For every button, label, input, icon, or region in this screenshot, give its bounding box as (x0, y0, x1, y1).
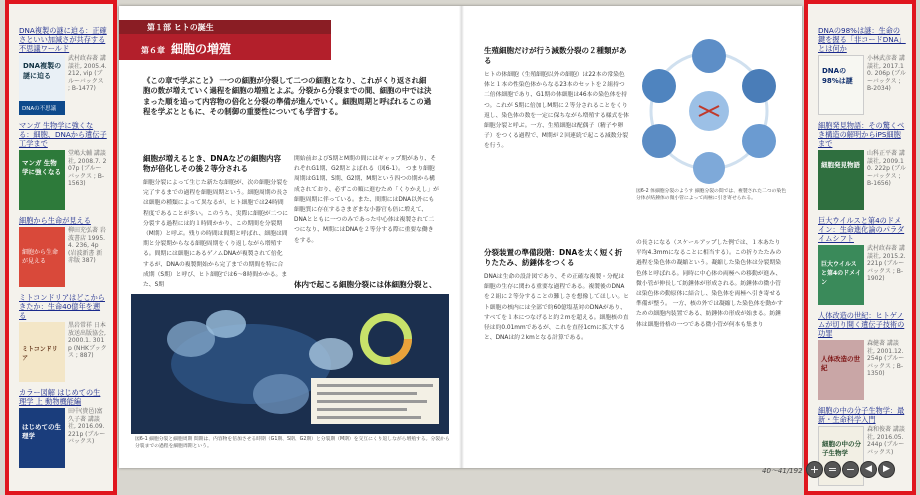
book-meta: 小林武彦著 講談社, 2017.10. 206p (ブルーバックス ; B-2034) (867, 55, 906, 93)
book-cover[interactable] (19, 408, 65, 468)
left-related-books-panel (5, 0, 117, 495)
body-text: ヒトの体細胞（生殖細胞以外の細胞）は22本の常染色体と１本の性染色体からなる23本のセットを２組持つ二倍体細胞であり、G1期の体細胞は46本の染色体を持つ。これが S期に倍加しM期に２等分されることをくり返し、染色体の数を一定に保ちながら増殖する様式を体細胞分裂と呼ぶ。一方、生殖細胞は配偶子（精子や卵子）をつくる過程で、M期が２回連続で起こる減数分裂を行う。 (484, 72, 629, 150)
page-gutter (459, 6, 464, 468)
arrow-left-icon: ◀ (865, 464, 872, 474)
right-related-books-panel (804, 0, 916, 495)
cover-title: 細胞発見物語 (821, 161, 860, 169)
chapter-label: 第６章 (141, 46, 165, 55)
section-heading: 生殖細胞だけが行う減数分裂の２種類がある (484, 46, 627, 65)
minus-icon: − (845, 463, 856, 476)
book-cover[interactable] (818, 245, 864, 305)
book-cover[interactable] (19, 227, 65, 287)
book-title-link[interactable]: ミトコンドリアはどこからきたか：生命40億年を遡る (19, 293, 105, 320)
cover-title: 細胞の中の分子生物学 (822, 440, 861, 457)
book-title-link[interactable]: マンガ 生物学に強くなる：細胞、DNAから遺伝子工学まで (19, 121, 107, 148)
chapter-intro: 《この章で学ぶこと》 一つの細胞が分裂して二つの細胞となり、これがくり返され細胞の数が増えていく過程を細胞の増殖とよぶ。分裂から分裂までの間、細胞の中では決まった順を追って内容物の倍化と分裂の準備が進んでいく。細胞周期と呼ばれるこの過程を学ぶとともに、その制御の重要性についても学習する。 (143, 76, 432, 117)
book-cover[interactable] (19, 322, 65, 382)
cover-title: 細胞から生命が見える (22, 249, 59, 265)
right-page-column-2 (636, 238, 786, 456)
plus-icon: + (809, 463, 820, 476)
related-book[interactable] (19, 26, 107, 115)
zoom-out-button[interactable] (842, 461, 859, 478)
section-heading: 分裂装置の準備段階：DNAを太く短く折りたたみ、紡錘体をつくる (484, 248, 623, 267)
body-text: DNAは生命の設計図であり、その正確な複製・分配は細胞の生存に関わる重要な過程である。複製後のDNAを２組に２等分することの難しさを想像してほしい。ヒト細胞の核内には全部で約60億塩基対のDNAがあり、すべてを１本につなげると約２mを超える。細胞核の直径は約0.01mmであるが、これを直径1cmに拡大すると、DNAは約２kmとなる計算である。 (484, 274, 629, 342)
figure-mitosis-cycle (634, 36, 784, 186)
chapter-header (119, 34, 331, 60)
book-meta: 黒岩常祥 日本放送出版協会, 2000.1. 301p (NHKブックス ; 887) (68, 322, 107, 360)
body-text: 開始前およびS期とM期の間にはギャップ期があり、それぞれG1期、G2期とよばれる（図6-1）。 つまり細胞周期はG1期、S期、G2期、M期という四つの期から構成されており、必ずこの順に進むため「くりかえし」が細胞周期に伴っている。また、間期にはDNA以外にも細胞質に存在するさまざまな小器官も倍に増えて、DNAとともに一つのみであった中心体は複製されて二つになり、M期にはDNAを２等分する際に重要な働きをする。 (294, 156, 439, 244)
book-meta: 森和俊著 講談社, 2016.05. 244p (ブルーバックス) (867, 426, 905, 456)
related-book[interactable] (19, 388, 107, 468)
related-book[interactable] (818, 311, 906, 400)
body-text: 細胞分裂によって生じた新たな細胞が、次の細胞分裂を完了するまでの過程を細胞周期という。細胞周期の長さは細胞の種類によって異なるが、ヒト細胞では24時間程度であることが多い。このうち、実際に細胞が二つに分裂する過程には約１時間かかり、この期間を分裂期（M期）と呼ぶ。残りの時間は間期と呼ばれ、細胞は間期と分裂期からなる細胞周期をくり返しながら増殖する。間期には細胞にあるゲノムDNAが複製されて倍化するが、DNAの複製開始から完了までの期間を特に合成期（S期）と呼び、ヒト細胞では6～8時間かかる。また、S期 (143, 180, 288, 289)
left-page-column-2 (294, 154, 439, 290)
right-page-column-1 (484, 46, 629, 448)
cover-title: マンガ 生物学に強くなる (22, 159, 61, 176)
book-title-link[interactable]: 細胞から生命が見える (19, 216, 91, 225)
book-cover[interactable] (818, 340, 864, 400)
cover-title: ミトコンドリア (22, 346, 58, 362)
book-meta: 武村政春著 講談社, 2005.4. 212, vip (ブルーバックス ; B-1477) (68, 55, 107, 93)
book-cover[interactable] (818, 55, 864, 115)
figure-cell-cycle (131, 294, 449, 434)
prev-page-button[interactable] (860, 461, 877, 478)
section-heading: 体内で起こる細胞分裂には体細胞分裂と、 (294, 280, 437, 289)
book-meta: 武村政春著 講談社, 2015.2. 221p (ブルーバックス ; B-1902) (867, 245, 906, 283)
body-text: の長さになる（スケールアップした例では、１本あたり平均4.3mmになることに相当する）。この折りたたみの過程を染色体の凝縮という。凝縮した染色体は分裂期染色体と呼ばれる。同時に中心体の両極への移動が進み、微小管が伸長して紡錘体が形成される。紡錘体の微小管は染色体の動原体に結合し、染色体を両極へ引き寄せる準備が整う。 一方、核の外では凝縮した染色体を動かすための細胞内装置である、紡錘体の形成が始まる。紡錘体は細胞骨格の一つである微小管が何本も集まり (636, 240, 783, 328)
book-title-link[interactable]: DNA複製の謎に迫る：正確さといい加減さが共存する不思議ワールド (19, 26, 107, 53)
figure-caption: 図6-1 細胞分裂と細胞周期 間期は、内容物を倍加させる時期（G1期、S期、G2期）と分裂期（M期）を交互にくり返しながら増殖する。分裂から分裂までの過程を細胞周期という。 (135, 437, 450, 449)
book-title-link[interactable]: 巨大ウイルスと第4のドメイン：生命進化論のパラダイムシフト (818, 216, 905, 243)
book-page-spread[interactable] (119, 6, 802, 468)
zoom-reset-button[interactable] (824, 461, 841, 478)
book-meta: 山科正平著 講談社, 2009.10. 222p (ブルーバックス ; B-1656) (867, 150, 906, 188)
book-cover[interactable] (19, 150, 65, 210)
related-book[interactable] (19, 121, 107, 210)
cover-title: 巨大ウイルスと第4のドメイン (821, 261, 861, 286)
book-cover[interactable] (19, 55, 65, 115)
left-page-column-1 (143, 154, 288, 290)
related-book[interactable] (19, 216, 107, 287)
cover-title: はじめての生理学 (22, 423, 61, 440)
cover-subtitle: DNAの不思議 (19, 101, 65, 115)
part-header: 第１部 ヒトの誕生 (119, 20, 331, 34)
equals-icon: = (827, 463, 838, 476)
chapter-title: 細胞の増殖 (171, 42, 232, 56)
cell-cycle-illustration (131, 294, 449, 434)
book-meta: 柳田充弘著 岩波書店 1995.4. 236, 4p (岩波新書 新赤版 387) (68, 227, 106, 265)
book-cover[interactable] (818, 150, 864, 210)
figure-caption: 図6-2 体細胞分裂のようす 細胞分裂の間では、複製された二つの染色分体が紡錘体の微小管によって両極に引き寄せられる。 (636, 189, 786, 201)
related-book[interactable] (818, 26, 906, 115)
cover-title: DNA複製の謎に迫る (23, 62, 62, 80)
cover-title: DNAの98%は謎 (822, 67, 853, 85)
book-title-link[interactable]: 細胞発見物語：その驚くべき構造の解明からiPS細胞まで (818, 121, 905, 148)
zoom-in-button[interactable] (806, 461, 823, 478)
next-page-button[interactable] (878, 461, 895, 478)
page-number-indicator: 40〜41/192 (762, 467, 803, 475)
cover-title: 人体改造の世紀 (821, 355, 860, 372)
book-title-link[interactable]: カラー図解 はじめての生理学 上 動物機能編 (19, 388, 101, 406)
section-heading: 細胞が増えるとき、DNAなどの細胞内容物が倍化しその後２等分される (143, 154, 282, 173)
mitosis-illustration (634, 36, 784, 186)
book-meta: 田中(貴邑)富久子著 講談社, 2016.09. 221p (ブルーバックス) (68, 408, 106, 446)
book-title-link[interactable]: 細胞の中の分子生物学：最新・生命科学入門 (818, 406, 905, 424)
book-title-link[interactable]: 人体改造の世紀：ヒトゲノムが切り開く遺伝子技術の功罪 (818, 311, 905, 338)
book-meta: 堂嶋大輔 講談社, 2008.7. 207p (ブルーバックス ; B-1563) (68, 150, 107, 188)
related-book[interactable] (19, 293, 107, 382)
viewer-controls (806, 461, 896, 478)
related-book[interactable] (818, 216, 906, 305)
related-book[interactable] (818, 121, 906, 210)
arrow-right-icon: ▶ (883, 464, 890, 474)
book-meta: 森健著 講談社, 2001.12. 254p (ブルーバックス ; B-1350) (867, 340, 905, 378)
book-title-link[interactable]: DNAの98%は謎：生命の鍵を握る「非コードDNA」とは何か (818, 26, 906, 53)
